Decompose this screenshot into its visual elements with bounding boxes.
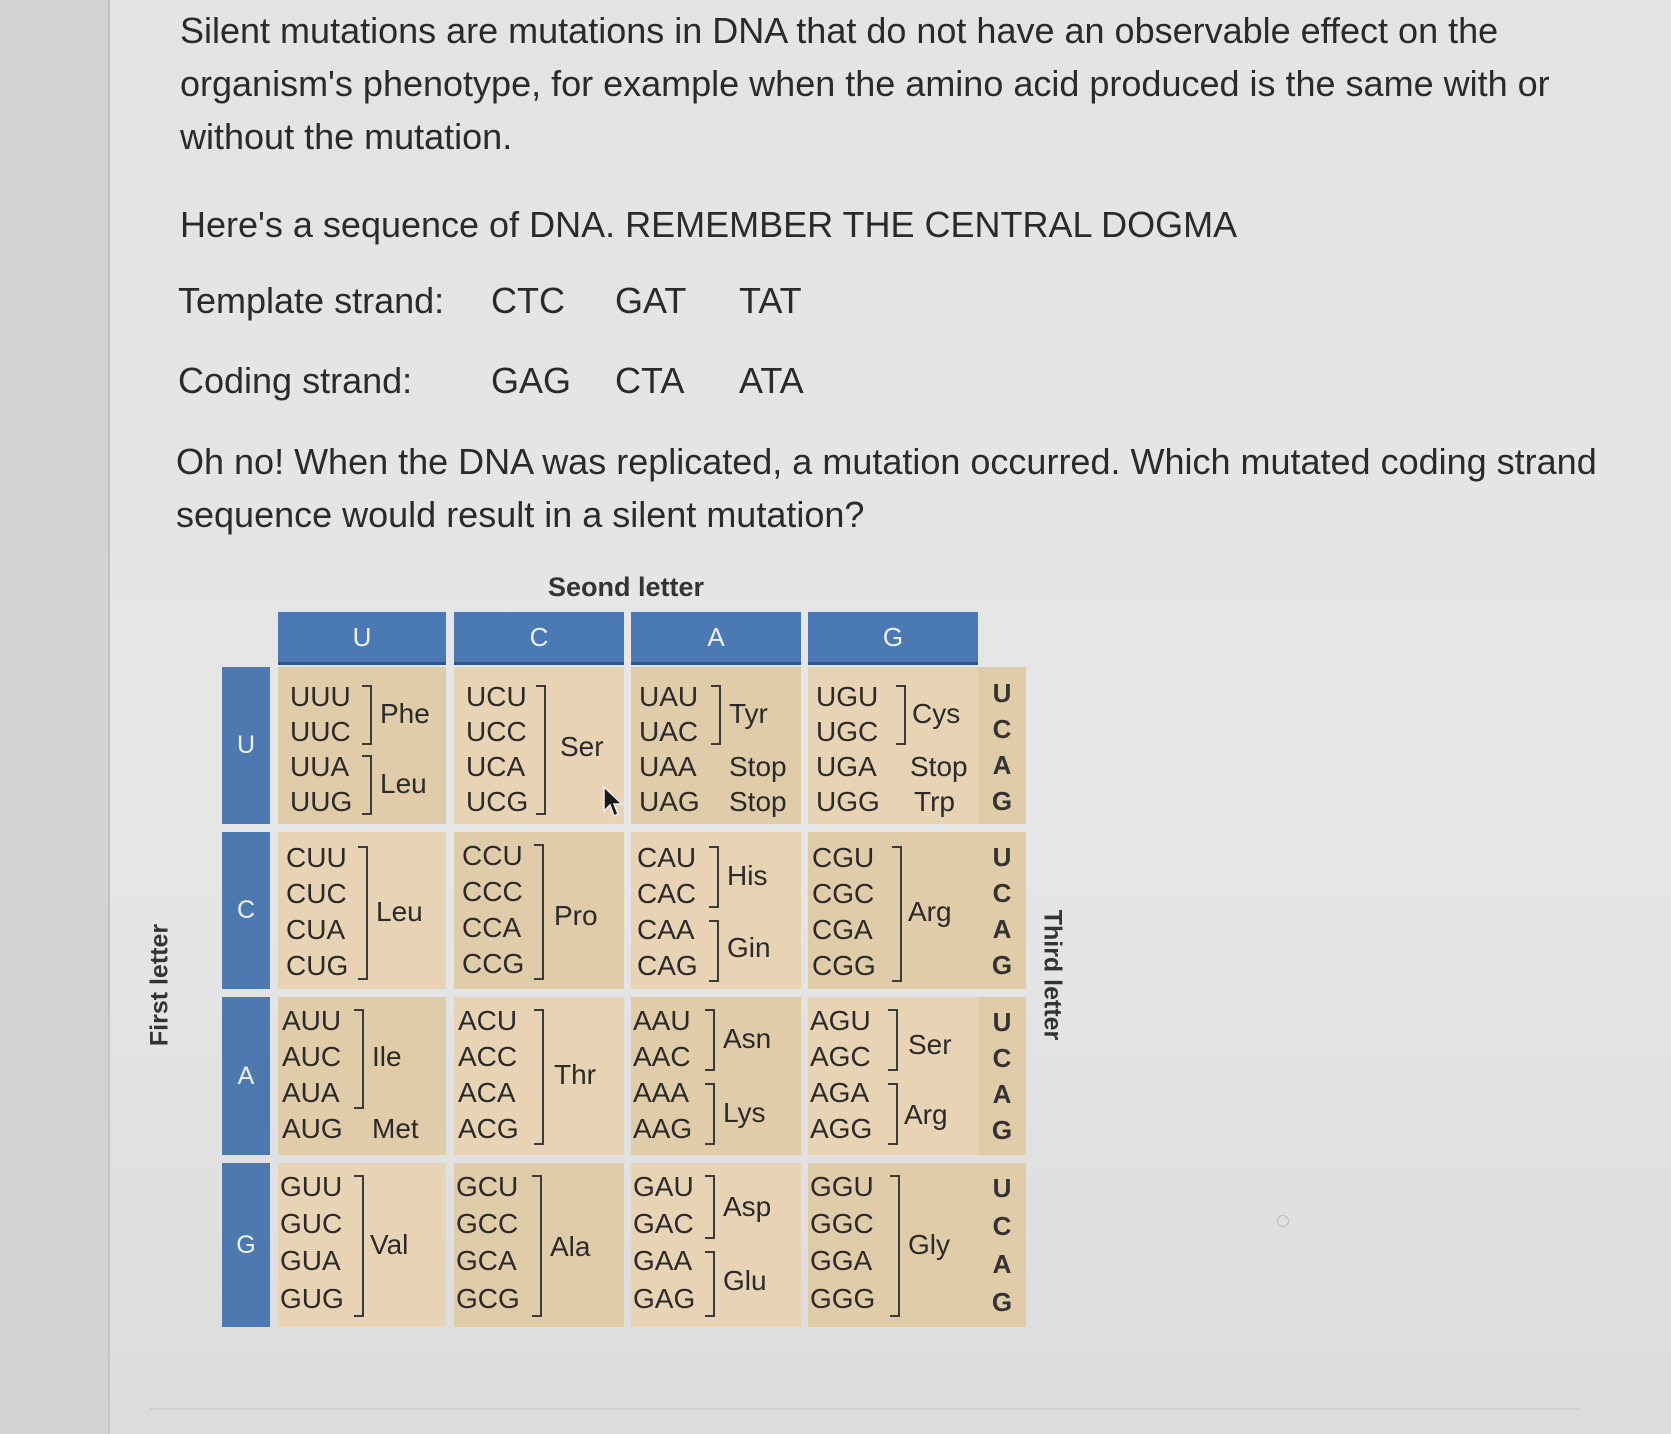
codon: UUC [290, 716, 351, 747]
codon: UCA [466, 751, 526, 782]
third-letter: G [991, 950, 1013, 980]
third-letter: U [992, 1173, 1012, 1203]
codon-cell-CA [631, 832, 801, 989]
third-letter: A [992, 1249, 1012, 1279]
first-letter-label: First letter [145, 923, 174, 1047]
bracket [358, 846, 368, 980]
bracket [705, 1175, 715, 1239]
codon: GUC [280, 1208, 343, 1239]
third-letter: U [992, 842, 1012, 872]
codon: ACA [458, 1077, 516, 1108]
codon: AGC [810, 1041, 871, 1072]
bracket [888, 1083, 898, 1145]
third-letter-group [978, 1163, 1026, 1327]
second-letter-header: U [278, 612, 446, 665]
bracket [536, 685, 546, 815]
amino-acid: Leu [376, 896, 423, 927]
amino-acid: Met [372, 1113, 419, 1144]
codon: ACC [458, 1041, 518, 1072]
second-letter-header: G [808, 612, 978, 665]
amino-acid: Phe [380, 698, 430, 729]
amino-acid: Ala [550, 1231, 591, 1262]
amino-acid: Stop [729, 751, 787, 782]
codon: UCC [466, 716, 527, 747]
codon-cell-UC [454, 667, 624, 824]
codon-cell-UU [278, 667, 446, 824]
amino-acid: Asn [723, 1023, 772, 1054]
template-strand [178, 280, 863, 322]
codon: GCA [456, 1245, 517, 1276]
amino-acid: Ser [560, 731, 604, 762]
third-letter-group [978, 997, 1026, 1155]
codon: GGU [810, 1171, 874, 1202]
coding-codon: GAG [491, 360, 572, 401]
codon: AGU [810, 1005, 871, 1036]
bracket [892, 846, 902, 982]
bracket [354, 1175, 364, 1317]
amino-acid: Glu [723, 1265, 767, 1296]
codon-cell-AA [631, 997, 801, 1155]
codon-cell-GC [454, 1163, 624, 1327]
first-letter-header: G [222, 1163, 270, 1327]
codon: GUU [280, 1171, 343, 1202]
bracket [534, 844, 544, 980]
codon: AUC [282, 1041, 342, 1072]
codon: UCU [466, 681, 527, 712]
second-letter-header: A [631, 612, 801, 665]
codon: CCU [462, 840, 523, 871]
codon: CCC [462, 876, 523, 907]
codon: AAG [633, 1113, 693, 1144]
codon: GAA [633, 1245, 693, 1276]
coding-strand [178, 360, 863, 402]
codon: CUG [286, 950, 349, 981]
template-strand-label: Template strand: [178, 280, 445, 321]
template-codon: GAT [615, 280, 687, 321]
bracket [534, 1009, 544, 1145]
codon: UGA [816, 751, 877, 782]
codon: UCG [466, 786, 529, 817]
codon: GGA [810, 1245, 873, 1276]
bracket [709, 920, 719, 982]
codon: AAA [633, 1077, 690, 1108]
codon: CGG [812, 950, 876, 981]
page-mark [1277, 1215, 1289, 1227]
codon: UUU [290, 681, 351, 712]
codon-cell-AG [808, 997, 978, 1155]
codon: GGG [810, 1283, 876, 1314]
template-codon: CTC [491, 280, 565, 321]
codon-cell-GA [631, 1163, 801, 1327]
left-margin [0, 0, 110, 1434]
codon: UAU [639, 681, 699, 712]
codon-cell-CG [808, 832, 978, 989]
amino-acid: Val [370, 1229, 409, 1260]
amino-acid: Leu [380, 768, 427, 799]
bracket [362, 685, 372, 745]
amino-acid: Ser [908, 1029, 952, 1060]
codon: CAU [637, 842, 697, 873]
bracket [705, 1083, 715, 1145]
codon: GUG [280, 1283, 344, 1314]
bracket [532, 1175, 542, 1317]
amino-acid: Asp [723, 1191, 772, 1222]
codon: CAA [637, 914, 695, 945]
codon: GAC [633, 1208, 694, 1239]
bracket [709, 846, 719, 908]
third-letter-label: Third letter [1038, 909, 1067, 1041]
third-letter: C [992, 878, 1012, 908]
codon: CAG [637, 950, 698, 981]
codon-cell-GG [808, 1163, 978, 1327]
codon: AAC [633, 1041, 691, 1072]
third-letter-group [978, 667, 1026, 824]
second-letter-header: C [454, 612, 624, 665]
amino-acid: Stop [729, 786, 787, 817]
codon-cell-CC [454, 832, 624, 989]
codon: UUG [290, 786, 353, 817]
codon: AUG [282, 1113, 343, 1144]
amino-acid: Lys [723, 1097, 766, 1128]
bracket [896, 685, 906, 745]
third-letter: U [992, 678, 1012, 708]
bracket [705, 1009, 715, 1071]
codon: UGU [816, 681, 879, 712]
second-letter-label: Seond letter [548, 572, 705, 602]
amino-acid: Stop [910, 751, 968, 782]
codon: AGG [810, 1113, 873, 1144]
codon: CUA [286, 914, 346, 945]
codon: GAU [633, 1171, 694, 1202]
first-letter-header: C [222, 832, 270, 989]
codon: ACU [458, 1005, 518, 1036]
codon: AUA [282, 1077, 340, 1108]
bracket [888, 1009, 898, 1071]
codon: UGG [816, 786, 880, 817]
coding-strand-label: Coding strand: [178, 360, 413, 401]
codon: UAA [639, 751, 697, 782]
third-letter: G [991, 1115, 1013, 1145]
codon: UAC [639, 716, 699, 747]
third-letter: A [992, 914, 1012, 944]
codon: AUU [282, 1005, 342, 1036]
codon: CGC [812, 878, 875, 909]
amino-acid: Gly [908, 1229, 950, 1260]
codon: GCG [456, 1283, 520, 1314]
third-letter: A [992, 1079, 1012, 1109]
codon-cell-UG [808, 667, 978, 824]
template-codon: TAT [739, 280, 802, 321]
bracket [705, 1251, 715, 1317]
codon: CAC [637, 878, 697, 909]
codon: AGA [810, 1077, 870, 1108]
third-letter: G [991, 1287, 1013, 1317]
third-letter: U [992, 1007, 1012, 1037]
codon: GCC [456, 1208, 519, 1239]
amino-acid: His [727, 860, 768, 891]
codon-cell-UA [631, 667, 801, 824]
codon-cell-AU [278, 997, 446, 1155]
third-letter: G [991, 786, 1013, 816]
third-letter: C [992, 1211, 1012, 1241]
bracket [890, 1175, 900, 1317]
bottom-rule [150, 1408, 1580, 1410]
amino-acid: Arg [908, 896, 952, 927]
bracket [362, 755, 372, 815]
third-letter: C [992, 714, 1012, 744]
amino-acid: Trp [914, 786, 955, 817]
codon: CCA [462, 912, 522, 943]
codon: UGC [816, 716, 879, 747]
third-letter: A [992, 750, 1012, 780]
codon: UUA [290, 751, 350, 782]
amino-acid: Thr [554, 1059, 596, 1090]
codon: CGA [812, 914, 873, 945]
amino-acid: Ile [372, 1041, 402, 1072]
coding-codon: ATA [739, 360, 804, 401]
codon: CGU [812, 842, 875, 873]
codon: GCU [456, 1171, 519, 1202]
third-letter-group [978, 832, 1026, 989]
codon: GAG [633, 1283, 696, 1314]
intro-text: Silent mutations are mutations in DNA that do not have an observable effect on the organism's phenotype, for example when the amino acid produced is the same with or without the mutation. [180, 10, 1550, 157]
codon-cell-CU [278, 832, 446, 989]
codon: UAG [639, 786, 700, 817]
mouse-cursor-icon [602, 785, 624, 819]
codon: GGC [810, 1208, 874, 1239]
amino-acid: Tyr [729, 698, 768, 729]
third-letter: C [992, 1043, 1012, 1073]
codon: ACG [458, 1113, 519, 1144]
coding-codon: CTA [615, 360, 685, 401]
bracket [711, 685, 721, 745]
amino-acid: Arg [904, 1099, 948, 1130]
codon-cell-GU [278, 1163, 446, 1327]
codon: CUC [286, 878, 347, 909]
sequence-intro: Here's a sequence of DNA. REMEMBER THE CENTRAL DOGMA [180, 204, 1238, 245]
amino-acid: Pro [554, 900, 598, 931]
codon: CCG [462, 948, 525, 979]
amino-acid: Gin [727, 932, 771, 963]
first-letter-header: A [222, 997, 270, 1155]
codon: GUA [280, 1245, 341, 1276]
amino-acid: Cys [912, 698, 961, 729]
codon: AAU [633, 1005, 691, 1036]
bracket [354, 1009, 364, 1109]
first-letter-header: U [222, 667, 270, 824]
question-text: Oh no! When the DNA was replicated, a mutation occurred. Which mutated coding strand sequence would result in a silent mutation? [176, 441, 1597, 535]
codon-cell-AC [454, 997, 624, 1155]
codon: CUU [286, 842, 347, 873]
